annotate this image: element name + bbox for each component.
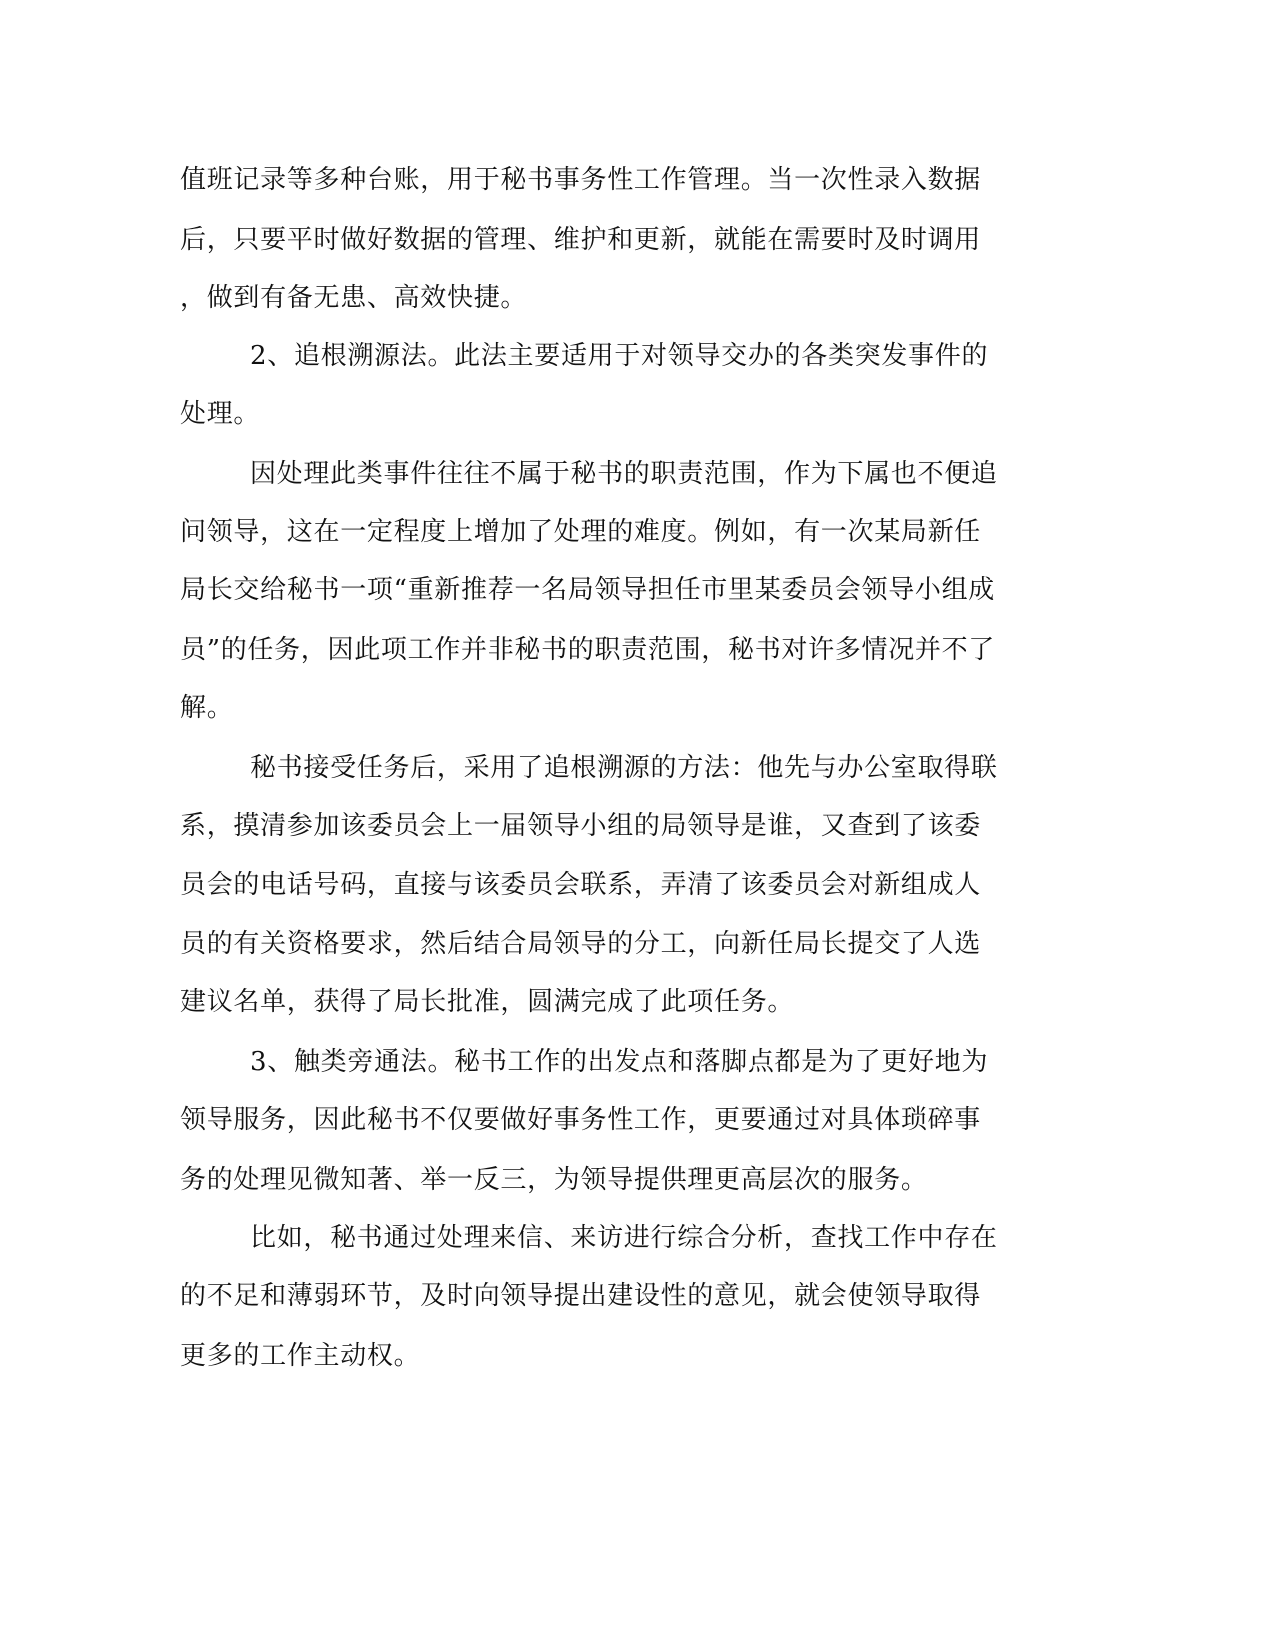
text-line: 的不足和薄弱环节，及时向领导提出建设性的意见，就会使领导取得 [180, 1281, 982, 1311]
text-line: 领导服务，因此秘书不仅要做好事务性工作，更要通过对具体琐碎事 [180, 1105, 982, 1135]
section-heading-line: 2、追根溯源法。此法主要适用于对领导交办的各类突发事件的 [250, 341, 989, 371]
text-line: 务的处理见微知著、举一反三，为领导提供理更高层次的服务。 [180, 1165, 928, 1195]
text-line: 局长交给秘书一项“重新推荐一名局领导担任市里某委员会领导小组成 [180, 575, 995, 605]
text-line: 问领导，这在一定程度上增加了处理的难度。例如，有一次某局新任 [180, 517, 982, 547]
text-line: 员”的任务，因此项工作并非秘书的职责范围，秘书对许多情况并不了 [180, 635, 995, 665]
text-line: ，做到有备无患、高效快捷。 [180, 283, 528, 313]
paragraph-start-line: 比如，秘书通过处理来信、来访进行综合分析，查找工作中存在 [250, 1223, 998, 1253]
section-heading-line: 3、触类旁通法。秘书工作的出发点和落脚点都是为了更好地为 [250, 1047, 989, 1077]
text-line: 更多的工作主动权。 [180, 1341, 421, 1371]
text-line: 后，只要平时做好数据的管理、维护和更新，就能在需要时及时调用 [180, 225, 982, 255]
text-line: 解。 [180, 693, 234, 723]
text-line: 处理。 [180, 399, 261, 429]
text-line: 值班记录等多种台账，用于秘书事务性工作管理。当一次性录入数据 [180, 165, 982, 195]
text-line: 员的有关资格要求，然后结合局领导的分工，向新任局长提交了人选 [180, 929, 982, 959]
paragraph-start-line: 因处理此类事件往往不属于秘书的职责范围，作为下属也不便追 [250, 459, 998, 489]
text-line: 系，摸清参加该委员会上一届领导小组的局领导是谁，又查到了该委 [180, 811, 982, 841]
text-line: 建议名单，获得了局长批准，圆满完成了此项任务。 [180, 987, 795, 1017]
text-line: 员会的电话号码，直接与该委员会联系，弄清了该委员会对新组成人 [180, 870, 982, 900]
paragraph-start-line: 秘书接受任务后，采用了追根溯源的方法：他先与办公室取得联 [250, 753, 998, 783]
